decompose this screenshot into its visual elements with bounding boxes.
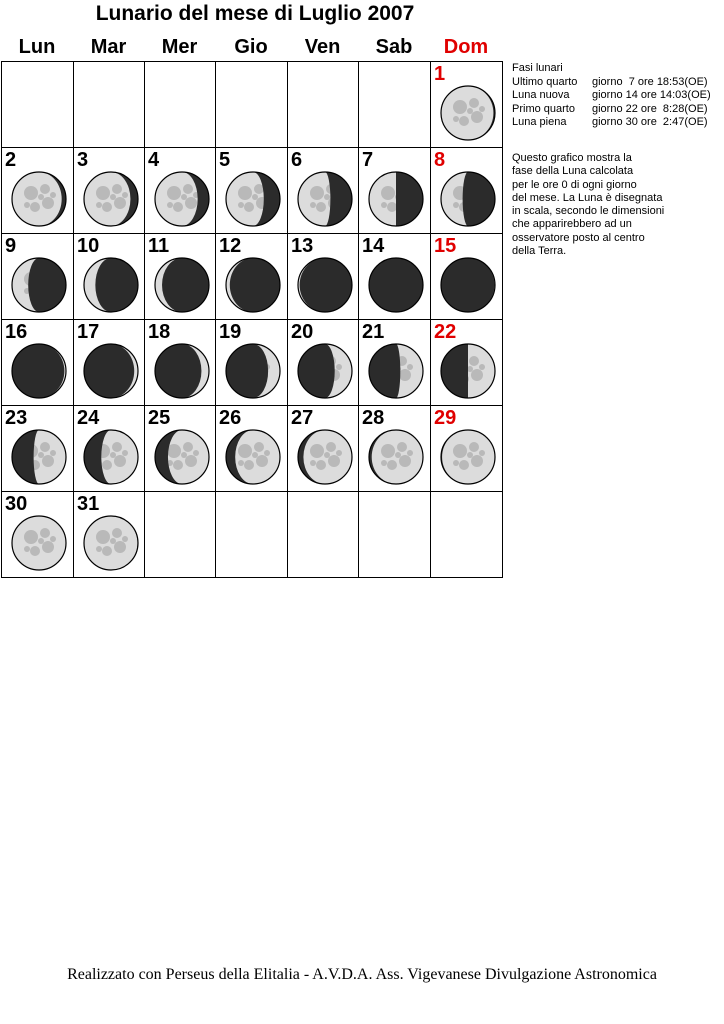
moon-mare: [38, 194, 44, 200]
moon-mare: [38, 452, 44, 458]
day-number: 23: [5, 407, 28, 429]
moon-image: [82, 169, 140, 229]
phase-row: [512, 103, 711, 117]
day-number: 14: [362, 235, 385, 257]
moon-image: [439, 83, 497, 143]
moon-image: [367, 255, 425, 315]
moon-mare: [30, 202, 40, 212]
moon-mare: [324, 194, 330, 200]
day-cell: [2, 406, 73, 491]
moon-mare: [173, 202, 183, 212]
moon-mare: [407, 450, 413, 456]
moon-mare: [24, 546, 30, 552]
moon-mare: [316, 460, 326, 470]
moon-image: [10, 513, 68, 573]
moon-image: [153, 341, 211, 401]
moon-phase-icon: [296, 255, 354, 315]
moon-mare: [238, 460, 244, 466]
moon-mare: [256, 455, 268, 467]
moon-phase-icon: [10, 427, 68, 487]
moon-phase-icon: [367, 169, 425, 229]
day-cell: [216, 320, 287, 405]
day-number: 24: [77, 407, 100, 429]
moon-image: [224, 255, 282, 315]
moon-mare: [252, 194, 258, 200]
day-cell: [431, 320, 502, 405]
phase-detail: giorno 7 ore 18:53(OE): [592, 75, 708, 88]
day-number: 2: [5, 149, 17, 171]
moon-image: [296, 341, 354, 401]
moon-mare: [193, 450, 199, 456]
moon-phase-icon: [439, 427, 497, 487]
moon-image: [10, 255, 68, 315]
day-number: 28: [362, 407, 385, 429]
moon-mare: [110, 452, 116, 458]
day-cell: [431, 62, 502, 147]
day-cell: [2, 234, 73, 319]
moon-mare: [469, 442, 479, 452]
moon-mare: [110, 538, 116, 544]
grid-line: [502, 61, 503, 578]
phase-row: [512, 89, 711, 103]
moon-mare: [244, 460, 254, 470]
day-cell: [288, 406, 358, 491]
moon-mare: [112, 184, 122, 194]
moon-mare: [238, 202, 244, 208]
moon-mare: [110, 194, 116, 200]
moon-mare: [399, 369, 411, 381]
day-number: 19: [219, 321, 242, 343]
weekday-label: Mer: [161, 36, 198, 58]
moon-image: [224, 169, 282, 229]
moon-mare: [399, 455, 411, 467]
moon-shadow: [28, 258, 66, 312]
grid-line: [1, 577, 502, 578]
moon-phase-icon: [10, 255, 68, 315]
moon-phase-icon: [224, 341, 282, 401]
moon-image: [439, 341, 497, 401]
moon-mare: [38, 538, 44, 544]
moon-image: [296, 427, 354, 487]
moon-mare: [387, 202, 397, 212]
moon-image: [82, 513, 140, 573]
moon-mare: [310, 444, 324, 458]
moon-mare: [50, 192, 56, 198]
moon-image: [82, 341, 140, 401]
weekday-header: [1, 36, 502, 60]
moon-phase-icon: [367, 427, 425, 487]
moon-mare: [453, 202, 459, 208]
day-number: 15: [434, 235, 457, 257]
moon-mare: [114, 197, 126, 209]
moon-mare: [254, 442, 264, 452]
day-cell: [2, 320, 73, 405]
moon-image: [296, 255, 354, 315]
day-cell: [431, 406, 502, 491]
moon-mare: [264, 450, 270, 456]
moon-shadow: [463, 172, 495, 226]
moon-mare: [42, 197, 54, 209]
moon-mare: [453, 100, 467, 114]
day-number: 29: [434, 407, 457, 429]
moon-mare: [40, 442, 50, 452]
moon-mare: [471, 111, 483, 123]
moon-image: [224, 341, 282, 401]
moon-mare: [326, 442, 336, 452]
day-number: 25: [148, 407, 171, 429]
page-title: Lunario del mese di Luglio 2007: [95, 2, 415, 25]
moon-mare: [102, 460, 112, 470]
moon-image: [153, 255, 211, 315]
day-number: 30: [5, 493, 28, 515]
day-number: 11: [148, 235, 170, 257]
moon-mare: [50, 536, 56, 542]
day-number: 31: [77, 493, 100, 515]
day-number: 4: [148, 149, 160, 171]
calendar-grid: [1, 61, 502, 577]
moon-mare: [96, 546, 102, 552]
moon-image: [439, 169, 497, 229]
moon-mare: [40, 184, 50, 194]
footer-credit: Realizzato con Perseus della Elitalia - A.V.D.A. Ass. Vigevanese Divulgazione Astronomica: [67, 966, 657, 983]
moon-phase-icon: [439, 169, 497, 229]
moon-mare: [381, 202, 387, 208]
day-number: 27: [291, 407, 314, 429]
grid-line: [1, 61, 502, 62]
day-cell: [216, 234, 287, 319]
moon-image: [10, 427, 68, 487]
moon-mare: [112, 528, 122, 538]
day-number: 18: [148, 321, 171, 343]
day-number: 12: [219, 235, 242, 257]
moon-phase-icon: [224, 169, 282, 229]
day-number: 26: [219, 407, 242, 429]
moon-mare: [102, 546, 112, 556]
day-number: 7: [362, 149, 374, 171]
moon-mare: [24, 186, 38, 200]
moon-image: [296, 169, 354, 229]
day-number: 6: [291, 149, 303, 171]
day-cell: [145, 320, 215, 405]
day-cell: [359, 148, 430, 233]
moon-phase-icon: [10, 169, 68, 229]
moon-phase-icon: [296, 169, 354, 229]
moon-shadow: [441, 344, 468, 398]
moon-mare: [479, 364, 485, 370]
day-cell: [288, 320, 358, 405]
moon-phase-icon: [82, 513, 140, 573]
moon-phase-icon: [153, 341, 211, 401]
moon-image: [10, 341, 68, 401]
day-cell: [2, 148, 73, 233]
phase-row: [512, 76, 711, 90]
moon-mare: [467, 452, 473, 458]
moon-mare: [328, 455, 340, 467]
moon-image: [439, 255, 497, 315]
moon-phase-icon: [224, 255, 282, 315]
moon-mare: [183, 184, 193, 194]
moon-phase-icon: [82, 341, 140, 401]
day-number: 3: [77, 149, 89, 171]
day-cell: [288, 148, 358, 233]
moon-mare: [40, 528, 50, 538]
moon-shadow: [226, 344, 268, 398]
moon-mare: [50, 450, 56, 456]
note-line: che apparirebbero ad un: [512, 218, 632, 231]
moon-phase-icon: [153, 255, 211, 315]
day-number: 20: [291, 321, 314, 343]
moon-phases-panel: [512, 62, 711, 130]
day-number: 17: [77, 321, 100, 343]
day-cell: [216, 148, 287, 233]
phase-detail: giorno 14 ore 14:03(OE): [592, 89, 711, 101]
moon-phase-icon: [10, 513, 68, 573]
day-number: 21: [362, 321, 385, 343]
day-cell: [74, 492, 144, 577]
weekday-label: Mar: [90, 36, 127, 58]
moon-mare: [469, 356, 479, 366]
moon-mare: [381, 460, 387, 466]
moon-mare: [479, 450, 485, 456]
weekday-label: Sab: [375, 36, 413, 58]
phase-detail: giorno 22 ore 8:28(OE): [592, 102, 708, 115]
moon-mare: [24, 202, 30, 208]
moon-mare: [479, 106, 485, 112]
moon-mare: [24, 530, 38, 544]
moon-image: [82, 255, 140, 315]
moon-shadow: [95, 258, 138, 312]
moon-mare: [30, 546, 40, 556]
moon-mare: [114, 455, 126, 467]
day-cell: [288, 234, 358, 319]
day-cell: [359, 406, 430, 491]
moon-phase-icon: [224, 427, 282, 487]
day-cell: [74, 148, 144, 233]
day-cell: [216, 406, 287, 491]
moon-mare: [310, 460, 316, 466]
day-number: 5: [219, 149, 231, 171]
day-number: 22: [434, 321, 457, 343]
moon-phase-icon: [296, 341, 354, 401]
day-cell: [2, 492, 73, 577]
day-cell: [74, 234, 144, 319]
moon-mare: [167, 202, 173, 208]
moon-mare: [336, 364, 342, 370]
day-number: 10: [77, 235, 100, 257]
moon-mare: [407, 364, 413, 370]
day-cell: [74, 406, 144, 491]
moon-mare: [459, 116, 469, 126]
moon-phase-icon: [367, 255, 425, 315]
day-cell: [431, 148, 502, 233]
moon-mare: [467, 108, 473, 114]
weekday-label: Dom: [443, 36, 489, 58]
moon-mare: [471, 455, 483, 467]
moon-image: [439, 427, 497, 487]
day-number: 16: [5, 321, 28, 343]
note-line: Questo grafico mostra la: [512, 152, 632, 164]
moon-shadow: [396, 172, 423, 226]
note-line: per le ore 0 di ogni giorno: [512, 178, 637, 191]
moon-phase-icon: [153, 169, 211, 229]
day-number: 13: [291, 235, 314, 257]
moon-mare: [181, 452, 187, 458]
moon-image: [367, 427, 425, 487]
moon-mare: [42, 455, 54, 467]
moon-phase-icon: [296, 427, 354, 487]
moon-mare: [114, 541, 126, 553]
moon-phase-icon: [153, 427, 211, 487]
moon-image: [367, 341, 425, 401]
moon-image: [82, 427, 140, 487]
day-number: 8: [434, 149, 446, 171]
moon-image: [153, 427, 211, 487]
moon-mare: [381, 186, 395, 200]
day-cell: [359, 234, 430, 319]
moon-mare: [336, 450, 342, 456]
moon-mare: [102, 202, 112, 212]
day-number: 1: [434, 63, 446, 85]
moon-phase-icon: [10, 341, 68, 401]
phase-name: Luna piena: [512, 116, 567, 128]
note-line: della Terra.: [512, 245, 567, 258]
weekday-label: Lun: [18, 36, 56, 58]
day-cell: [359, 320, 430, 405]
day-cell: [145, 148, 215, 233]
moon-mare: [181, 194, 187, 200]
day-cell: [431, 234, 502, 319]
moon-mare: [453, 116, 459, 122]
moon-phase-icon: [439, 255, 497, 315]
phase-name: Luna nuova: [512, 89, 570, 101]
moon-mare: [112, 442, 122, 452]
moon-mare: [316, 202, 326, 212]
moon-image: [10, 169, 68, 229]
moon-mare: [122, 536, 128, 542]
moon-phase-icon: [439, 83, 497, 143]
moon-mare: [469, 98, 479, 108]
phase-detail: giorno 30 ore 2:47(OE): [592, 116, 708, 128]
moon-mare: [471, 369, 483, 381]
phases-heading: Fasi lunari: [512, 62, 563, 74]
moon-mare: [96, 186, 110, 200]
moon-mare: [397, 442, 407, 452]
moon-mare: [167, 186, 181, 200]
weekday-label: Gio: [234, 36, 268, 58]
note-line: fase della Luna calcolata: [512, 165, 634, 178]
note-line: osservatore posto al centro: [512, 231, 645, 244]
moon-mare: [96, 202, 102, 208]
day-cell: [145, 406, 215, 491]
moon-mare: [238, 444, 252, 458]
moon-mare: [324, 452, 330, 458]
moon-mare: [96, 530, 110, 544]
moon-mare: [310, 202, 316, 208]
moon-mare: [173, 460, 183, 470]
moon-mare: [183, 442, 193, 452]
day-cell: [145, 234, 215, 319]
moon-shadow: [369, 344, 400, 398]
moon-image: [153, 169, 211, 229]
day-cell: [74, 320, 144, 405]
moon-phase-icon: [82, 255, 140, 315]
moon-phase-icon: [82, 169, 140, 229]
moon-mare: [252, 452, 258, 458]
moon-phase-icon: [82, 427, 140, 487]
moon-mare: [453, 460, 459, 466]
phase-name: Primo quarto: [512, 102, 575, 115]
moon-mare: [185, 197, 197, 209]
moon-shadow: [298, 344, 335, 398]
moon-mare: [453, 444, 467, 458]
moon-mare: [122, 192, 128, 198]
moon-mare: [381, 444, 395, 458]
moon-mare: [185, 455, 197, 467]
moon-image: [224, 427, 282, 487]
weekday-label: Ven: [304, 36, 341, 58]
day-number: 9: [5, 235, 17, 257]
moon-mare: [459, 460, 469, 470]
moon-image: [367, 169, 425, 229]
moon-mare: [122, 450, 128, 456]
moon-phase-icon: [367, 341, 425, 401]
moon-mare: [310, 186, 324, 200]
moon-mare: [387, 460, 397, 470]
phase-row: [512, 116, 711, 130]
phase-name: Ultimo quarto: [512, 75, 578, 88]
explanation-note: [512, 152, 712, 258]
moon-mare: [42, 541, 54, 553]
moon-mare: [244, 202, 254, 212]
moon-mare: [238, 186, 252, 200]
note-line: in scala, secondo le dimensioni: [512, 205, 665, 218]
moon-mare: [395, 452, 401, 458]
note-line: del mese. La Luna è disegnata: [512, 191, 663, 204]
moon-phase-icon: [439, 341, 497, 401]
